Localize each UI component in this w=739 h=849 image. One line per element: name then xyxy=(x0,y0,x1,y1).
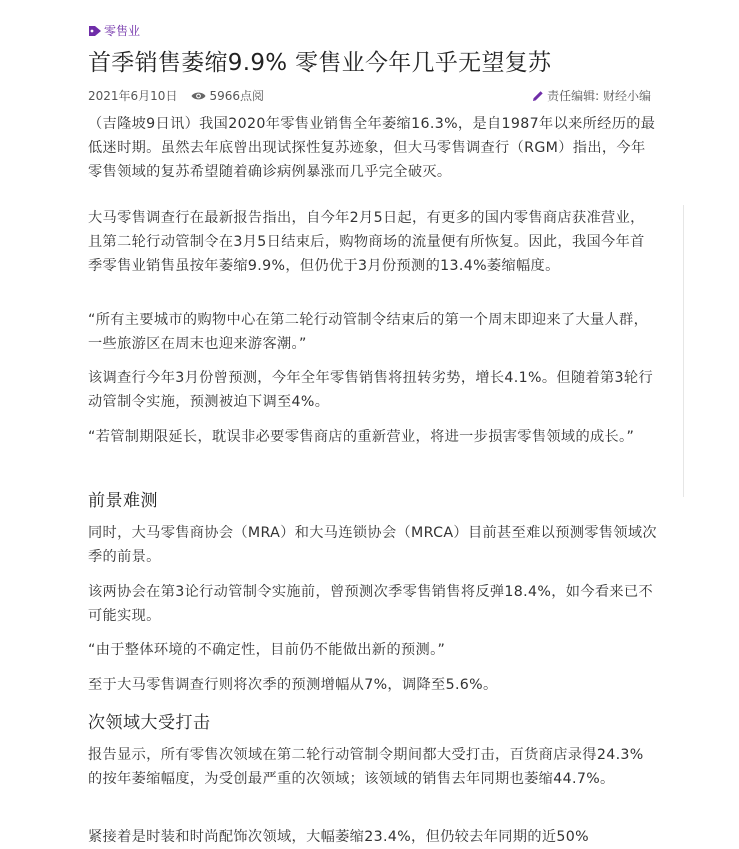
paragraph: 报告显示，所有零售次领域在第二轮行动管制令期间都大受打击，百货商店录得24.3%的按年萎缩幅度，为受创最严重的次领域；该领域的销售去年同期也萎缩44.7%。 xyxy=(88,747,644,787)
paragraph: 该调查行今年3月份曾预测，今年全年零售销售将扭转劣势，增长4.1%。但随着第3轮行动管制令实施，预测被迫下调至4%。 xyxy=(88,370,654,410)
pencil-icon xyxy=(532,90,544,102)
column-divider xyxy=(683,205,684,497)
publish-date: 2021年6月10日 xyxy=(88,89,178,103)
section-heading-outlook: 前景难测 xyxy=(88,491,158,511)
editor-label: 责任编辑: 财经小编 xyxy=(547,89,651,103)
view-count-label: 5966点阅 xyxy=(209,89,264,103)
paragraph: 至于大马零售调查行则将次季的预测增幅从7%，调降至5.6%。 xyxy=(88,677,498,693)
article-meta xyxy=(88,87,651,104)
view-count xyxy=(191,87,264,104)
quote-paragraph: “若管制期限延长，耽误非必要零售商店的重新营业，将进一步损害零售领域的成长。” xyxy=(88,429,635,445)
tag-icon xyxy=(88,25,102,37)
quote-paragraph: “由于整体环境的不确定性，目前仍不能做出新的预测。” xyxy=(88,642,446,658)
paragraph: 紧接着是时装和时尚配饰次领域，大幅萎缩23.4%，但仍较去年同期的近50% xyxy=(88,829,589,845)
quote-paragraph: “所有主要城市的购物中心在第二轮行动管制令结束后的第一个周末即迎来了大量人群，一些旅游区在周末也迎来游客潮。” xyxy=(88,312,649,352)
paragraph: 该两协会在第3论行动管制令实施前，曾预测次季零售销售将反弹18.4%，如今看来已不可能实现。 xyxy=(88,584,654,624)
category-tag[interactable] xyxy=(88,22,140,39)
eye-icon xyxy=(191,91,206,101)
paragraph: 同时，大马零售商协会（MRA）和大马连锁协会（MRCA）目前甚至难以预测零售领域次季的前景。 xyxy=(88,525,657,565)
paragraph: 大马零售调查行在最新报告指出，自今年2月5日起，有更多的国内零售商店获准营业，且第二轮行动管制令在3月5日结束后，购物商场的流量便有所恢复。因此，我国今年首季零售业销售虽按年萎缩9.9%，但仍优于3月份预测的13.4%萎缩幅度。 xyxy=(88,210,645,274)
editor-credit[interactable] xyxy=(532,87,651,104)
lead-paragraph: （吉隆坡9日讯）我国2020年零售业销售全年萎缩16.3%，是自1987年以来所经历的最低迷时期。虽然去年底曾出现试探性复苏迹象，但大马零售调查行（RGM）指出，今年零售领域的复苏希望随着确诊病例暴涨而几乎完全破灭。 xyxy=(88,116,656,180)
section-heading-subsectors: 次领域大受打击 xyxy=(88,713,211,733)
article-title: 首季销售萎缩9.9% 零售业今年几乎无望复苏 xyxy=(88,50,552,76)
category-label: 零售业 xyxy=(104,24,141,38)
